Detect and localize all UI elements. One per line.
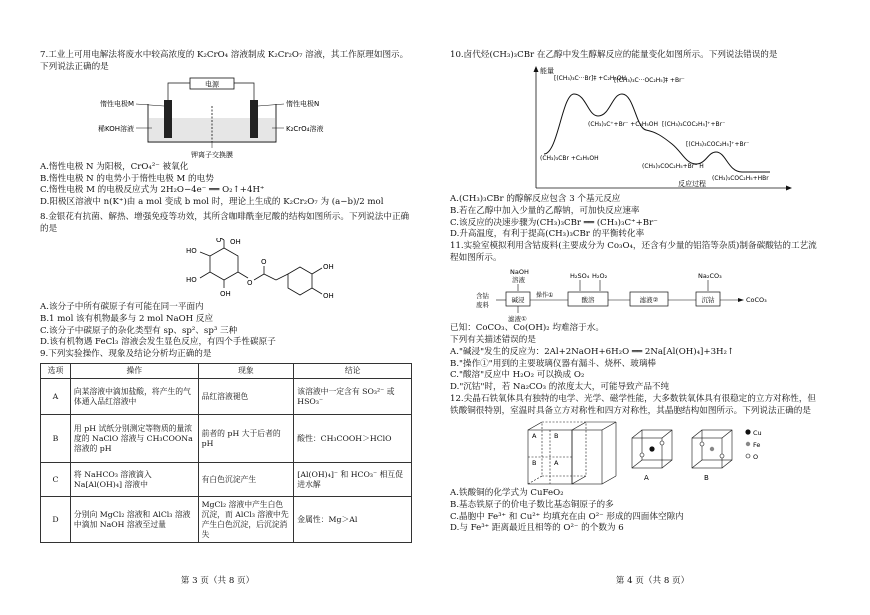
question-10-option-c: C.该反应的决速步骤为(CH₃)₃CBr ══ (CH₃)₃C⁺+Br⁻ xyxy=(450,217,658,228)
naoh-solution-label: 溶液 xyxy=(512,276,525,285)
hydroxyl-label-2: HO xyxy=(186,275,197,284)
product-label: (CH₃)₃COC₂H₅+HBr xyxy=(712,174,769,182)
cell-a-o-atom xyxy=(640,453,644,457)
question-8-option-b: B.1 mol 该有机物最多与 2 mol NaOH 反应 xyxy=(40,313,214,324)
question-12-option-d: D.与 Fe³⁺ 距离最近且相等的 O²⁻ 的个数为 6 xyxy=(450,523,624,534)
question-11 xyxy=(450,241,822,394)
question-12 xyxy=(450,394,822,535)
precipitate-label: 沉钴 xyxy=(701,296,715,305)
naoh-label: NaOH xyxy=(510,268,529,277)
question-11-option-a: A."碱浸"发生的反应为：2Al+2NaOH+6H₂O ══ 2Na[Al(OH)₄]+3H₂↑ xyxy=(450,346,735,357)
stack-label-a1: A xyxy=(532,431,537,440)
caffeoylquinic-acid-structure xyxy=(40,238,412,302)
table-row xyxy=(41,463,412,497)
question-10-option-a: A.(CH₃)₃CBr 的醇解反应包含 3 个基元反应 xyxy=(450,193,621,204)
question-11-option-d: D."沉钴"时，若 Na₂CO₃ 的浓度太大，可能导致产品不纯 xyxy=(450,382,670,393)
table-header-cell: 结论 xyxy=(294,364,412,379)
ester-carbonyl-label: O xyxy=(261,257,267,266)
acid-dissolve-label: 酸溶 xyxy=(581,296,595,305)
stack-label-b2: B xyxy=(532,458,537,467)
intermediate3-label: (CH₃)₃COC₂H₅+Br⁻ H xyxy=(642,162,704,170)
question-12-option-a: A.铁酸铜的化学式为 CuFeO₂ xyxy=(450,487,564,498)
question-12-option-c: C.晶胞中 Fe³⁺ 和 Cu²⁺ 均填充在由 O²⁻ 形成的四面体空隙内 xyxy=(450,511,684,522)
table-header-row xyxy=(41,364,412,379)
product-label: CoCO₃ xyxy=(746,296,767,305)
question-7-option-b: B.惰性电极 N 的电势小于惰性电极 M 的电势 xyxy=(40,173,214,184)
cell-a-cu-atom xyxy=(649,446,654,451)
electrolysis-cell-figure xyxy=(40,76,412,162)
question-10-option-d: D.升高温度，有利于提高(CH₃)₃CBr 的平衡转化率 xyxy=(450,229,645,240)
h2so4-label: H₂SO₄ xyxy=(570,272,590,281)
table-cell: 品红溶液褪色 xyxy=(198,379,294,415)
feed-label-2: 废料 xyxy=(476,301,489,310)
table-cell: D xyxy=(41,497,71,543)
table-cell: A xyxy=(41,379,71,415)
carbonyl-o-label: O xyxy=(216,237,222,244)
feed-label-1: 含钴 xyxy=(476,292,489,301)
electrode-n xyxy=(250,100,258,138)
question-11-lead: 下列有关描述错误的是 xyxy=(450,334,536,345)
electrode-m xyxy=(164,100,172,138)
legend-o-marker xyxy=(746,454,750,458)
question-7-option-c: C.惰性电极 M 的电极反应式为 2H₂O−4e⁻ ══ O₂↑+4H⁺ xyxy=(40,185,265,196)
question-8 xyxy=(40,212,412,349)
stack-label-a2: A xyxy=(554,458,559,467)
filtrate1-label: 滤液① xyxy=(508,315,527,324)
h2o2-label: H₂O₂ xyxy=(592,272,608,281)
table-cell: 金属性：Mg＞Al xyxy=(294,497,412,543)
table-row xyxy=(41,415,412,463)
power-supply-label: 电源 xyxy=(205,80,219,89)
question-8-option-d: D.该有机物遇 FeCl₃ 溶液会发生显色反应，有四个手性碳原子 xyxy=(40,337,276,348)
question-10-option-b: B.若在乙醇中加入少量的乙醇钠，可加快反应速率 xyxy=(450,205,640,216)
crystal-cell-figure xyxy=(450,420,822,488)
table-cell: C xyxy=(41,463,71,497)
table-row xyxy=(41,379,412,415)
ts2-label: [(CH₃)₃C···OC₂H₅]‡ +Br⁻ xyxy=(614,76,685,84)
cell-b-fe-atom xyxy=(710,447,714,451)
question-7-option-a: A.惰性电极 N 为阳极，CrO₄²⁻ 被氧化 xyxy=(40,161,189,172)
question-12-option-b: B.基态铁原子的价电子数比基态铜原子的多 xyxy=(450,499,614,510)
question-9 xyxy=(40,349,412,543)
phenol-oh-label-1: OH xyxy=(323,262,334,271)
alkali-leach-label: 碱浸 xyxy=(511,296,525,305)
page-3-footer: 第 3 页（共 8 页） xyxy=(180,576,255,586)
question-11-option-b: B."操作①"用到的主要玻璃仪器有漏斗、烧杯、玻璃棒 xyxy=(450,358,657,369)
page-4-column xyxy=(450,50,822,535)
question-9-stem: 9.下列实验操作、现象及结论分析均正确的是 xyxy=(40,349,212,360)
table-cell: 前者的 pH 大于后者的 pH xyxy=(198,415,294,463)
hydroxyl-label-3: OH xyxy=(220,289,231,298)
reaction-axis-label: 反应过程 xyxy=(678,179,706,188)
table-cell: B xyxy=(41,415,71,463)
hydroxyl-label-1: HO xyxy=(186,246,197,255)
page-4 xyxy=(435,0,870,615)
table-cell: 酸性：CH₃COOH＞HClO xyxy=(294,415,412,463)
ts1-label: [(CH₃)₃C···Br]‡ +C₂H₅OH xyxy=(554,74,627,82)
legend-o-label: O xyxy=(753,452,759,461)
na2co3-label: Na₂CO₃ xyxy=(698,272,722,281)
electrode-m-label: 惰性电极M xyxy=(99,99,134,108)
table-header-cell: 现象 xyxy=(198,364,294,379)
page-4-footer: 第 4 页（共 8 页） xyxy=(615,576,690,586)
table-cell: 分别向 MgCl₂ 溶液和 AlCl₃ 溶液中滴加 NaOH 溶液至过量 xyxy=(70,497,198,543)
energy-profile-diagram xyxy=(450,64,822,194)
quinic-ring xyxy=(210,248,238,280)
table-cell: 有白色沉淀产生 xyxy=(198,463,294,497)
table-row xyxy=(41,497,412,543)
cell-b-label: B xyxy=(704,473,709,482)
question-11-stem: 11.实验室模拟利用含钴废料(主要成分为 Co₃O₄，还含有少量的铝箔等杂质)制备碳酸钴的工艺流程如图所示。 xyxy=(450,241,817,264)
filtrate2-label: 滤液② xyxy=(639,296,659,305)
cell-a-o-atom xyxy=(660,441,664,445)
question-12-stem: 12.尖晶石铁氧体具有独特的电学、光学、磁学性能，大多数铁氧体具有很稳定的立方对称性，但铁酸铜很特别，室温时具备立方对称性和四方对称性，其晶胞结构如图所示。下列说法正确的是 xyxy=(450,394,817,417)
unit-cell-stack xyxy=(528,422,616,484)
cell-b-o-atom xyxy=(720,454,724,458)
table-cell: 将 NaHCO₃ 溶液滴入 Na[Al(OH)₄] 溶液中 xyxy=(70,463,198,497)
legend-cu-label: Cu xyxy=(753,428,762,437)
cell-a-label: A xyxy=(644,473,649,482)
table-cell: [Al(OH)₄]⁻ 和 HCO₃⁻ 相互促进水解 xyxy=(294,463,412,497)
legend-fe-label: Fe xyxy=(753,440,761,449)
reactant-label: (CH₃)₃CBr +C₂H₅OH xyxy=(540,154,599,162)
question-8-option-a: A.该分子中所有碳原子有可能在同一平面内 xyxy=(40,301,204,312)
k2cro4-solution-label: K₂CrO₄溶液 xyxy=(286,124,324,133)
ester-o-label: O xyxy=(247,278,253,287)
table-header-cell: 操作 xyxy=(70,364,198,379)
carboxyl-oh-label: OH xyxy=(230,237,241,246)
energy-axis-label: 能量 xyxy=(540,66,554,75)
ts3-label: [(CH₃)₃COC₂H₅]⁺+Br⁻ xyxy=(686,140,750,148)
catechol-ring xyxy=(288,267,312,295)
legend-fe-marker xyxy=(746,442,750,446)
question-11-option-c: C."酸溶"反应中 H₂O₂ 可以换成 O₂ xyxy=(450,370,585,381)
intermediate1-label: (CH₃)₃C⁺+Br⁻ +C₂H₅OH xyxy=(588,120,659,128)
question-10-stem: 10.卤代烃(CH₃)₃CBr 在乙醇中发生醇解反应的能量变化如图所示。下列说法错误的是 xyxy=(450,50,778,60)
question-7 xyxy=(40,50,412,209)
phenol-oh-label-2: OH xyxy=(323,291,334,300)
stack-label-b1: B xyxy=(554,431,559,440)
table-header-cell: 选项 xyxy=(41,364,71,379)
koh-solution-label: 稀KOH溶液 xyxy=(98,124,134,133)
legend-cu-marker xyxy=(745,429,750,434)
process-flow-diagram xyxy=(450,267,822,323)
electrode-n-label: 惰性电极N xyxy=(286,99,320,108)
question-8-option-c: C.该分子中碳原子的杂化类型有 sp、sp²、sp³ 三种 xyxy=(40,325,238,336)
table-cell: 用 pH 试纸分别测定等物质的量浓度的 NaClO 溶液与 CH₃COONa 溶液的 pH xyxy=(70,415,198,463)
experiment-table xyxy=(40,363,412,543)
page-3-column xyxy=(40,50,412,543)
intermediate2-label: [(CH₃)₃COC₂H₅]⁺+Br⁻ xyxy=(662,120,726,128)
question-11-known: 已知：CoCO₃、Co(OH)₂ 均难溶于水。 xyxy=(450,323,604,334)
membrane-label: 钾离子交换膜 xyxy=(191,150,233,159)
question-7-stem: 7.工业上可用电解法将废水中较高浓度的 K₂CrO₄ 溶液制成 K₂Cr₂O₇ 溶液，其工作原理如图示。下列说法正确的是 xyxy=(40,50,409,72)
cell-b-o-atom xyxy=(700,442,704,446)
table-cell: 该溶液中一定含有 SO₃²⁻ 或 HSO₃⁻ xyxy=(294,379,412,415)
table-cell: 向某溶液中滴加盐酸，将产生的气体通入品红溶液中 xyxy=(70,379,198,415)
table-cell: MgCl₂ 溶液中产生白色沉淀，而 AlCl₃ 溶液中先产生白色沉淀，后沉淀消失 xyxy=(198,497,294,543)
question-8-stem: 8.金银花有抗菌、解热、增强免疫等功效，其所含咖啡酰奎尼酸的结构如图所示。下列说法中正确的是 xyxy=(40,212,410,235)
operation1-label: 操作① xyxy=(536,292,554,300)
question-7-option-d: D.阳极区溶液中 n(K⁺)由 a mol 变成 b mol 时，理论上生成的 K₂Cr₂O₇ 为 (a−b)/2 mol xyxy=(40,197,384,208)
question-10 xyxy=(450,50,822,241)
